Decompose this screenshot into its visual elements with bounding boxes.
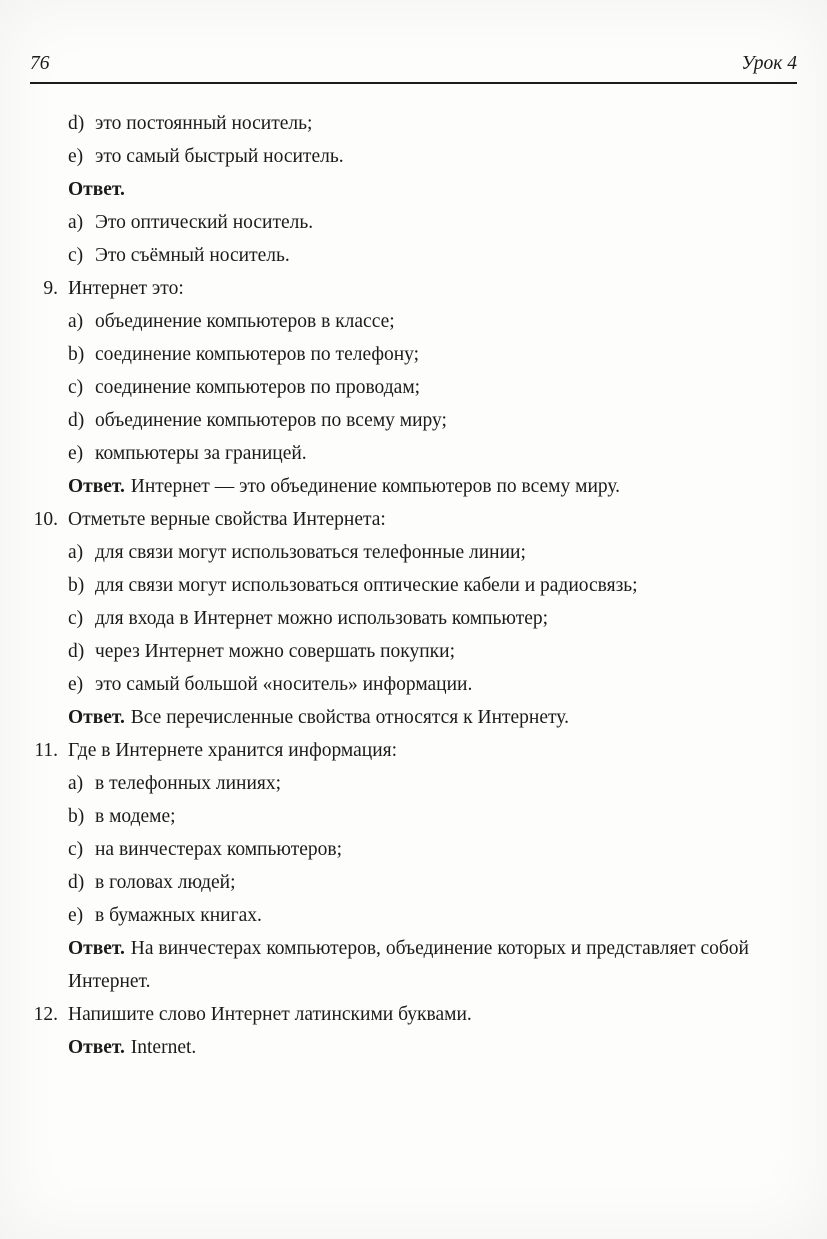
answer-line <box>30 1031 749 1064</box>
question-line <box>30 503 749 536</box>
option-label: d) <box>68 113 85 134</box>
option-label: a) <box>68 542 84 563</box>
line-text: в телефонных линиях; <box>95 773 282 794</box>
option-label: b) <box>68 806 85 827</box>
option-label: e) <box>68 905 84 926</box>
line-text: Это съёмный носитель. <box>95 245 290 266</box>
option-label: d) <box>68 410 85 431</box>
option-line <box>30 668 749 701</box>
option-label: c) <box>68 608 84 629</box>
answer-label: Ответ. <box>68 1037 125 1058</box>
page-header <box>30 52 797 84</box>
option-label: a) <box>68 212 84 233</box>
option-label: e) <box>68 443 84 464</box>
question-number: 9. <box>43 278 58 299</box>
line-text: Отметьте верные свойства Интернета: <box>68 509 386 530</box>
question-number: 11. <box>34 740 58 761</box>
line-text: в бумажных книгах. <box>95 905 262 926</box>
line-text: Напишите слово Интернет латинскими буквами. <box>68 1004 472 1025</box>
question-line <box>30 734 749 767</box>
option-line <box>30 602 749 635</box>
option-line <box>30 107 749 140</box>
option-line <box>30 206 749 239</box>
option-line <box>30 635 749 668</box>
option-line <box>30 899 749 932</box>
option-line <box>30 338 749 371</box>
option-line <box>30 371 749 404</box>
option-label: c) <box>68 377 84 398</box>
line-text: Где в Интернете хранится информация: <box>68 740 398 761</box>
answer-label: Ответ. <box>68 938 125 959</box>
line-text: в головах людей; <box>95 872 236 893</box>
line-text: компьютеры за границей. <box>95 443 307 464</box>
line-text: Интернет это: <box>68 278 184 299</box>
line-text: соединение компьютеров по телефону; <box>95 344 420 365</box>
page-content <box>30 107 797 1064</box>
option-label: b) <box>68 344 85 365</box>
option-label: e) <box>68 674 84 695</box>
line-text: через Интернет можно совершать покупки; <box>95 641 456 662</box>
option-line <box>30 140 749 173</box>
option-line <box>30 305 749 338</box>
option-label: c) <box>68 245 84 266</box>
question-line <box>30 272 749 305</box>
option-label: a) <box>68 773 84 794</box>
answer-line <box>30 470 749 503</box>
line-text: Internet. <box>130 1037 197 1058</box>
line-text: Все перечисленные свойства относятся к Интернету. <box>130 707 569 728</box>
question-line <box>30 998 749 1031</box>
option-line <box>30 800 749 833</box>
option-label: e) <box>68 146 84 167</box>
line-text: для связи могут использоваться телефонные линии; <box>95 542 526 563</box>
line-text: соединение компьютеров по проводам; <box>95 377 421 398</box>
option-label: c) <box>68 839 84 860</box>
answer-label: Ответ. <box>68 476 125 497</box>
line-text: это самый большой «носитель» информации. <box>95 674 473 695</box>
option-line <box>30 239 749 272</box>
line-text: Интернет — это объединение компьютеров по всему миру. <box>130 476 621 497</box>
line-text: в модеме; <box>95 806 176 827</box>
answer-line <box>30 932 749 998</box>
line-text: объединение компьютеров в классе; <box>95 311 395 332</box>
answer-label: Ответ. <box>68 179 125 200</box>
question-number: 10. <box>33 509 58 530</box>
page-number: 76 <box>30 53 50 74</box>
question-number: 12. <box>33 1004 58 1025</box>
line-text: Это оптический носитель. <box>95 212 314 233</box>
option-label: a) <box>68 311 84 332</box>
option-line <box>30 404 749 437</box>
line-text: на винчестерах компьютеров; <box>95 839 342 860</box>
option-line <box>30 767 749 800</box>
option-label: d) <box>68 641 85 662</box>
option-line <box>30 536 749 569</box>
option-line <box>30 866 749 899</box>
line-text: для связи могут использоваться оптические кабели и радиосвязь; <box>95 575 638 596</box>
lesson-title: Урок 4 <box>741 53 797 74</box>
option-line <box>30 569 749 602</box>
answer-line <box>30 701 749 734</box>
line-text: На винчестерах компьютеров, объединение которых и представляет собой Интернет. <box>68 938 749 992</box>
line-text: объединение компьютеров по всему миру; <box>95 410 447 431</box>
answer-label: Ответ. <box>68 707 125 728</box>
answer-line <box>30 173 749 206</box>
line-text: для входа в Интернет можно использовать компьютер; <box>95 608 549 629</box>
option-label: d) <box>68 872 85 893</box>
option-label: b) <box>68 575 85 596</box>
line-text: это постоянный носитель; <box>95 113 313 134</box>
option-line <box>30 833 749 866</box>
option-line <box>30 437 749 470</box>
line-text: это самый быстрый носитель. <box>95 146 344 167</box>
